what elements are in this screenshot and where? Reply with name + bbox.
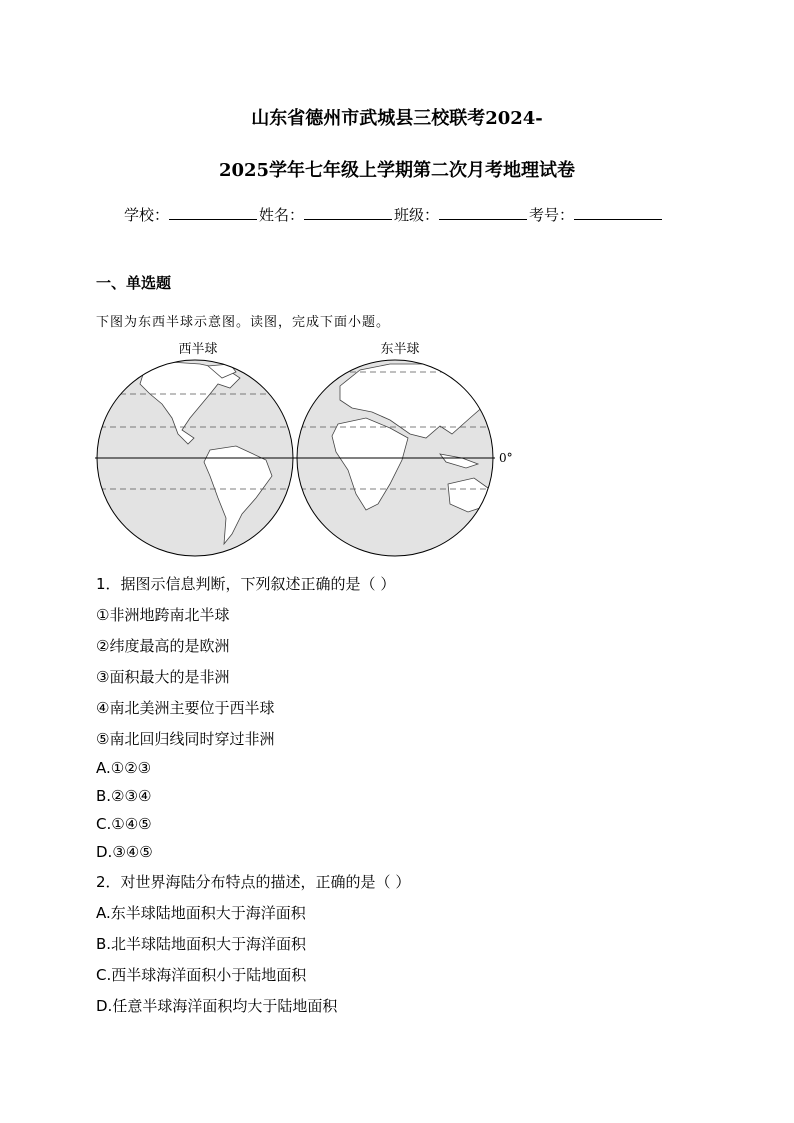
question-1-option-a[interactable]: A.①②③ <box>96 759 152 777</box>
class-blank[interactable] <box>439 205 527 220</box>
question-1-stem: 1．据图示信息判断，下列叙述正确的是（ ） <box>96 575 396 593</box>
east-hemisphere-label: 东半球 <box>380 342 420 357</box>
number-blank[interactable] <box>574 205 662 220</box>
question-2-option-d[interactable]: D.任意半球海洋面积均大于陆地面积 <box>96 997 338 1015</box>
name-blank[interactable] <box>304 205 392 220</box>
question-1-statement-2: ②纬度最高的是欧洲 <box>96 637 230 655</box>
question-1-statement-3: ③面积最大的是非洲 <box>96 668 230 686</box>
page-title-line1: 山东省德州市武城县三校联考2024- <box>251 108 543 129</box>
question-1-statement-4: ④南北美洲主要位于西半球 <box>96 699 275 717</box>
question-1-statement-1: ①非洲地跨南北半球 <box>96 606 230 624</box>
west-hemisphere-label: 西半球 <box>178 342 218 357</box>
question-1-option-c[interactable]: C.①④⑤ <box>96 815 152 833</box>
question-1-statement-5: ⑤南北回归线同时穿过非洲 <box>96 730 275 748</box>
school-label: 学校： <box>124 206 170 224</box>
question-2-stem: 2．对世界海陆分布特点的描述，正确的是（ ） <box>96 873 411 891</box>
question-2-option-a[interactable]: A.东半球陆地面积大于海洋面积 <box>96 904 306 922</box>
student-info-row <box>124 204 664 225</box>
question-2-option-b[interactable]: B.北半球陆地面积大于海洋面积 <box>96 935 307 953</box>
school-blank[interactable] <box>169 205 257 220</box>
section-title: 一、单选题 <box>96 274 172 292</box>
name-label: 姓名： <box>259 206 305 224</box>
equator-label: 0° <box>499 451 513 465</box>
question-intro: 下图为东西半球示意图。读图，完成下面小题。 <box>96 315 391 330</box>
question-1-option-d[interactable]: D.③④⑤ <box>96 843 153 861</box>
hemisphere-map <box>90 334 530 564</box>
question-1-option-b[interactable]: B.②③④ <box>96 787 152 805</box>
question-2-option-c[interactable]: C.西半球海洋面积小于陆地面积 <box>96 966 307 984</box>
page-title-line2: 2025学年七年级上学期第二次月考地理试卷 <box>218 160 576 181</box>
class-label: 班级： <box>394 206 440 224</box>
number-label: 考号： <box>529 206 575 224</box>
